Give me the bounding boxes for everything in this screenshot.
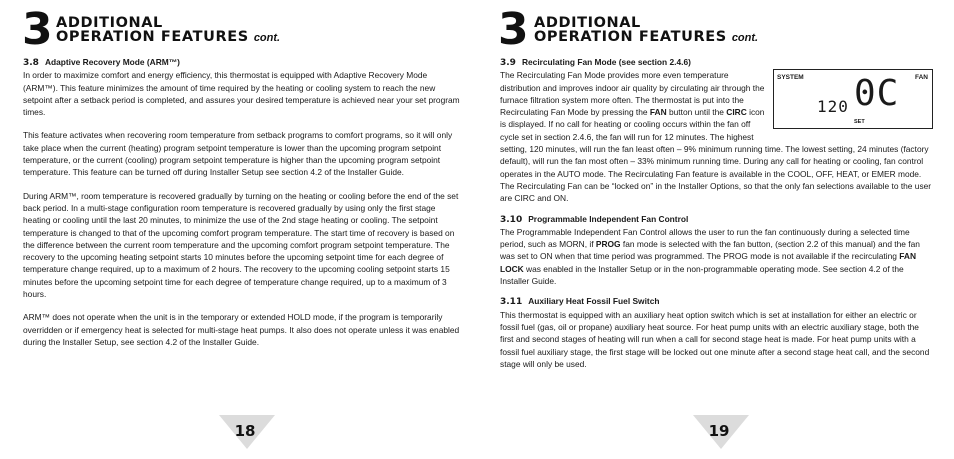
paragraph: In order to maximize comfort and energy efficiency, this thermostat is equipped with Adaptive Recovery Mode (ARM™). This feature minimizes the amount of time required by the heating or cooling system to reach the new setpoint after a setback period is completed, and assures your desired temperature is achieved near your set program times. — [23, 70, 460, 118]
text-run: button until the — [666, 107, 727, 118]
subsection-number: 3.11 — [500, 297, 523, 308]
subsection-number: 3.9 — [500, 58, 516, 68]
subsection-title: Adaptive Recovery Mode (ARM™) — [44, 57, 180, 67]
header-line-1: ADDITIONAL — [534, 15, 641, 31]
thermostat-display-image — [773, 69, 933, 129]
header-line-2 — [56, 30, 280, 45]
text-run: was enabled in the Installer Setup or in the non-programmable operating mode. See section 4.2 of the Installer Guide. — [500, 263, 904, 287]
header-cont: cont. — [731, 32, 759, 44]
subsection-title: Recirculating Fan Mode (see section 2.4.6) — [521, 57, 691, 67]
page-number: 19 — [708, 422, 730, 440]
section-number: 3 — [498, 4, 529, 55]
left-body — [23, 56, 461, 348]
subsection-heading — [500, 213, 933, 226]
paragraph: This thermostat is equipped with an auxiliary heat option switch which is set at installation for either an electric or fossil fuel (gas, oil or propane) auxiliary heat source. For heat pump units with an electric auxiliary stage, both the first and second stages of heating will run when a call for second stage heat is made. For heat pump units with a fossil fuel auxiliary stage, the first stage will be locked out one minute after a second stage heat call, and the second stage will only be used. — [500, 309, 930, 369]
subsection-number: 3.8 — [23, 58, 39, 68]
fan-keyword: FAN — [649, 107, 667, 118]
subsection-heading — [500, 56, 933, 69]
prog-keyword: PROG — [595, 239, 621, 250]
right-page — [477, 0, 954, 459]
header-line-1: ADDITIONAL — [56, 15, 163, 31]
display-system-label: SYSTEM — [777, 74, 804, 82]
text-run: fan mode is selected with the fan button, (section 2.2 of this manual) and the fan was set to ON when that time period was programmed. The PROG mode is not available if the recirculating — [500, 239, 920, 262]
text-run: The Recirculating Fan Mode provides more even temperature distribution and improves indoor air quality by circulating air through the furnace filtration system more often. The thermostat is put into the Recirculating Fan Mode by pressing the — [500, 70, 765, 118]
display-set-label: SET — [854, 119, 865, 126]
display-small-digits: 120 — [817, 97, 849, 117]
paragraph: ARM™ does not operate when the unit is in the temporary or extended HOLD mode, if the program is temporarily overridden or if emergency heat is selected for multi-stage heat pumps. It also does not operate unless it was enabled during the Installer Setup, see section 4.2 of the Installer Guide. — [23, 312, 460, 347]
fan-lock-keyword: FAN LOCK — [500, 251, 916, 274]
header-title: OPERATION FEATURES — [56, 29, 249, 45]
right-body — [500, 56, 933, 370]
subsection-title: Auxiliary Heat Fossil Fuel Switch — [528, 296, 660, 307]
paragraph — [500, 226, 933, 287]
section-number: 3 — [22, 4, 53, 55]
subsection-heading — [500, 295, 933, 308]
paragraph: This feature activates when recovering room temperature from setback programs to comfort programs, so it will only take place when the current (heating) program setpoint temperature is lower than the upcoming program setpoint temperature, or the current (cooling) program setpoint temperature is higher than the upcoming program setpoint temperature. This feature can be turned off during Installer Setup see section 4.2 of the Installer Guide. — [23, 130, 453, 178]
subsection-title: Programmable Independent Fan Control — [528, 213, 689, 224]
section-header — [534, 16, 758, 45]
header-title: OPERATION FEATURES — [534, 29, 727, 45]
circ-keyword: CIRC — [726, 107, 747, 118]
page-number: 18 — [234, 422, 256, 440]
text-run: icon is displayed. If no call for heating or cooling occurs within the fan off cycle set in section 2.4.6, the fan will run for 12 minutes. The highest setting, 120 minutes, will run the fan least often – 9% minimum running time. The lowest setting, 24 minutes (factory default), will run the fan most often – 33% minimum running time. During any call for heating or cooling, fan control operates in the AUTO mode. The Recirculating Fan feature is available in the COOL, OFF, HEAT, or EMER mode. The Recirculating Fan can be “locked on” in the Installer Options, so that the only fan selections available to the user are CIRC and ON. — [500, 107, 932, 204]
subsection-heading — [23, 56, 461, 69]
paragraph: During ARM™, room temperature is recovered gradually by turning on the heating or cooling before the end of the set back period. In a multi-stage configuration room temperature is recovered gradually by using only the first stage heating or cooling until the last 20 minutes, to minimize the use of the 2nd stage heating or cooling. The setpoint temperature is changed to that of the upcoming comfort program temperature. The start time of recovery is based on the difference between the current room temperature and the upcoming comfort program setpoint temperature. The recovery to the upcoming heating setpoint starts 10 minutes before the upcoming setpoint time for each degree of temperature change required, up to a maximum of 2 hours. The recovery to the upcoming cooling setpoint starts 15 minutes before the upcoming setpoint time for each degree of temperature change required, up to a maximum of 3 hours. — [23, 190, 459, 300]
section-header — [56, 16, 280, 45]
text-run: The Programmable Independent Fan Control allows the user to run the fan continuously during a selected time period, such as MORN, if — [500, 226, 910, 250]
display-big-digits: 0C — [854, 73, 900, 115]
header-line-2 — [534, 30, 758, 45]
subsection-number: 3.10 — [500, 214, 523, 225]
header-cont: cont. — [253, 32, 281, 44]
display-fan-label: FAN — [915, 74, 928, 82]
